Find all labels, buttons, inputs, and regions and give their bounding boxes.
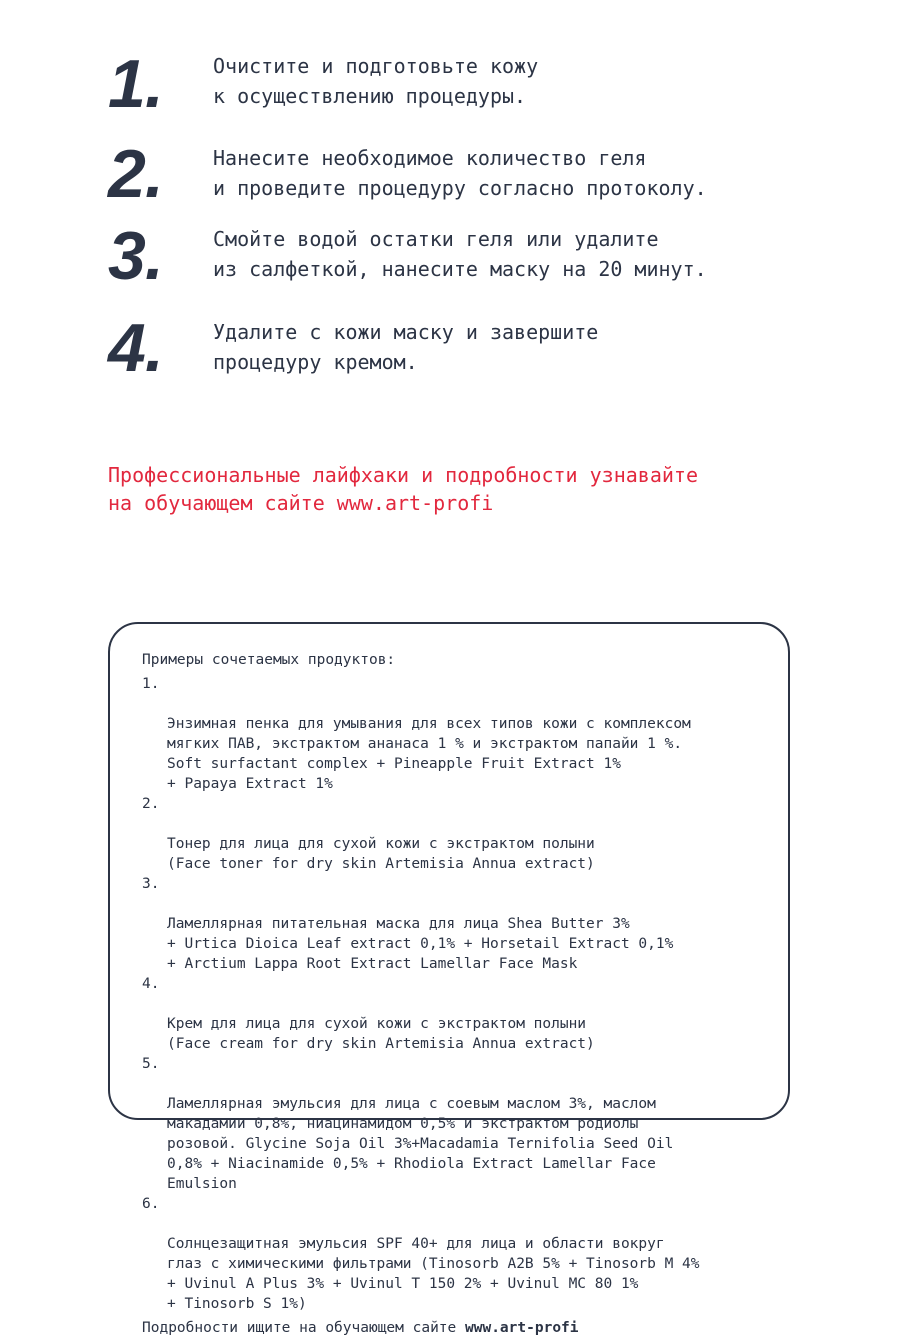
list-item-number: 4.	[142, 976, 160, 992]
list-item-text: Солнцезащитная эмульсия SPF 40+ для лица и области вокруг глаз с химическими фильтрами (Tinosorb A2B 5% + Tinosorb M 4% + Uvinul A Plus 3% + Uvinul T 150 2% + Uvinul MC 80 1% + Tinosorb S 1%)	[167, 1236, 700, 1312]
list-item-text: Тонер для лица для сухой кожи с экстрактом полыни (Face toner for dry skin Artemisia Annua extract)	[167, 836, 595, 872]
products-title: Примеры сочетаемых продуктов:	[142, 652, 396, 668]
step-2	[108, 136, 808, 220]
step-3	[108, 218, 808, 302]
footer-link[interactable]: www.art-profi	[465, 1320, 579, 1336]
list-item	[142, 1054, 772, 1194]
step-text: Смойте водой остатки геля или удалите из салфеткой, нанесите маску на 20 минут.	[213, 227, 707, 281]
step-number: 2.	[108, 136, 163, 212]
list-item	[142, 974, 772, 1054]
products-footer	[142, 1318, 772, 1338]
products-box	[108, 622, 790, 1336]
list-item-number: 3.	[142, 876, 160, 892]
step-4	[108, 310, 808, 394]
step-1	[108, 46, 808, 130]
promo-text: Профессиональные лайфхаки и подробности узнавайте на обучающем сайте www.art-profi	[108, 463, 699, 515]
step-number: 1.	[108, 46, 163, 122]
list-item-number: 6.	[142, 1196, 160, 1212]
step-text: Нанесите необходимое количество геля и проведите процедуру согласно протоколу.	[213, 146, 707, 200]
list-item-text: Ламеллярная питательная маска для лица Shea Butter 3% + Urtica Dioica Leaf extract 0,1% + Horsetail Extract 0,1% + Arctium Lappa Root Extract Lamellar Face Mask	[167, 916, 674, 972]
list-item	[142, 874, 772, 974]
list-item-number: 2.	[142, 796, 160, 812]
list-item-text: Крем для лица для сухой кожи с экстрактом полыни (Face cream for dry skin Artemisia Annua extract)	[167, 1016, 595, 1052]
list-item	[142, 1194, 772, 1314]
step-text: Очистите и подготовьте кожу к осуществлению процедуры.	[213, 54, 539, 108]
step-number: 4.	[108, 310, 163, 386]
step-text: Удалите с кожи маску и завершите процедуру кремом.	[213, 320, 599, 374]
list-item	[142, 674, 772, 794]
products-content	[142, 650, 772, 1338]
list-item	[142, 794, 772, 874]
list-item-number: 1.	[142, 676, 160, 692]
list-item-text: Ламеллярная эмульсия для лица с соевым маслом 3%, маслом макадамии 0,8%, ниацинамидом 0,5% и экстрактом родиолы розовой. Glycine Soja Oil 3%+Macadamia Ternifolia Seed Oil 0,8% + Niacinamide 0,5% + Rhodiola Extract Lamellar Face Emulsion	[167, 1096, 674, 1192]
products-list	[142, 674, 772, 1314]
list-item-text: Энзимная пенка для умывания для всех типов кожи с комплексом мягких ПАВ, экстрактом ананаса 1 % и экстрактом папайи 1 %. Soft surfactant complex + Pineapple Fruit Extract 1% + Papaya Extract 1%	[167, 716, 691, 792]
step-number: 3.	[108, 218, 163, 294]
footer-text: Подробности ищите на обучающем сайте	[142, 1320, 466, 1336]
list-item-number: 5.	[142, 1056, 160, 1072]
